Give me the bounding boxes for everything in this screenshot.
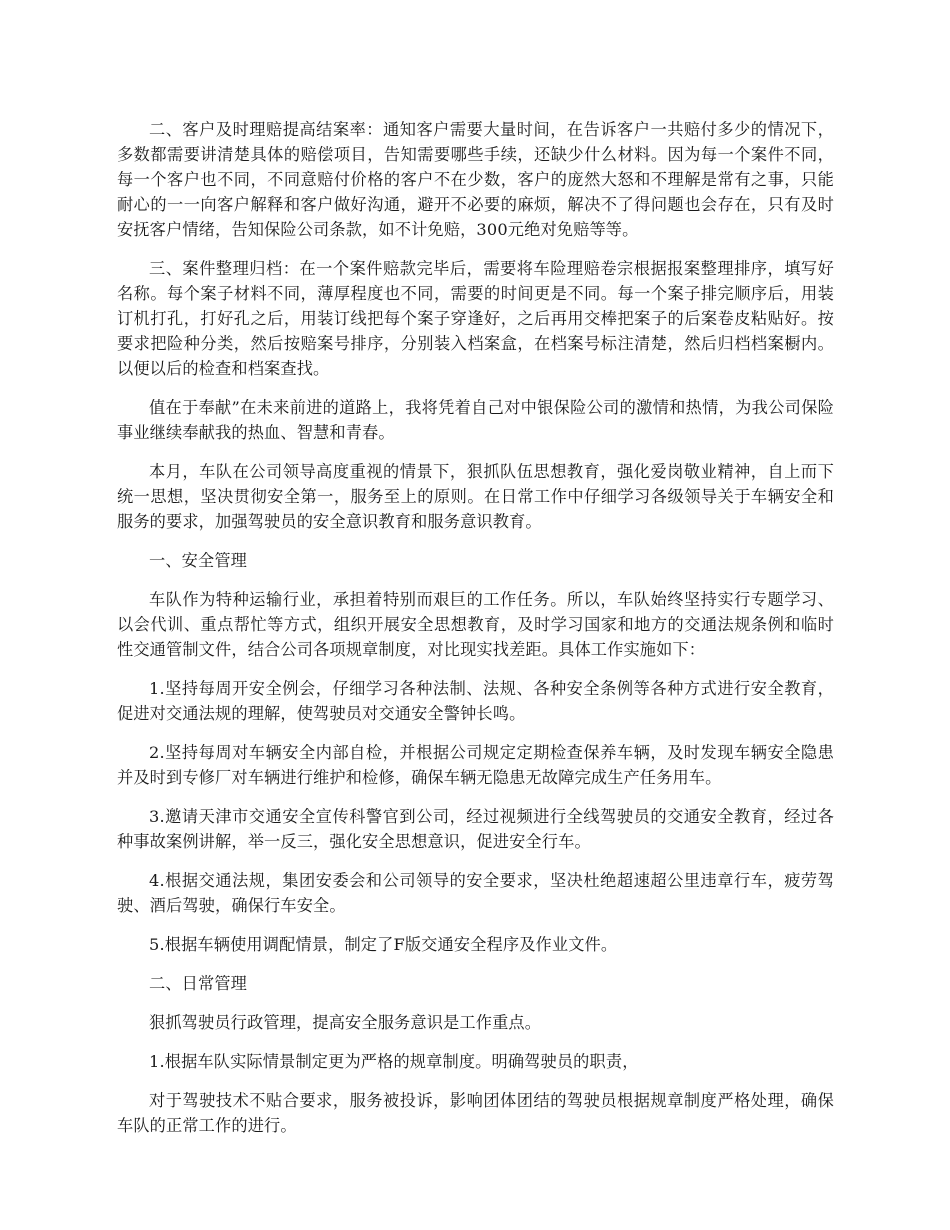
list-item-f-version-procedure: 5.根据车辆使用调配情景，制定了F版交通安全程序及作业文件。 (149, 935, 618, 954)
heading-safety-management: 一、安全管理 (149, 551, 248, 570)
paragraph-safety-education: 车队作为特种运输行业，承担着特别而艰巨的工作任务。所以，车队始终坚持实行专题学习、以会代训、重点帮忙等方式，组织开展安全思想教育，及时学习国家和地方的交通法规条例和临时性交通管制文件，结合公司各项规章制度，对比现实找差距。具体工作实施如下： (117, 590, 834, 659)
paragraph-admin-management: 狠抓驾驶员行政管理，提高安全服务意识是工作重点。 (149, 1013, 542, 1032)
paragraph-dedication: 值在于奉献”在未来前进的道路上，我将凭着自己对中银保险公司的激情和热情，为我公司保险事业继续奉献我的热血、智慧和青春。 (117, 398, 834, 442)
list-item-stricter-rules: 1.根据车队实际情景制定更为严格的规章制度。明确驾驶员的职责， (149, 1052, 639, 1071)
list-item-weekly-meeting: 1.坚持每周开安全例会，仔细学习各种法制、法规、各种安全条例等各种方式进行安全教育，促进对交通法规的理解，使驾驶员对交通安全警钟长鸣。 (117, 679, 834, 723)
paragraph-case-archiving: 三、案件整理归档：在一个案件赔款完毕后，需要将车险理赔卷宗根据报案整理排序，填写好名称。每个案子材料不同，薄厚程度也不同，需要的时间更是不同。每一个案子排完顺序后，用装订机打孔，打好孔之后，用装订线把每个案子穿逢好，之后再用交棒把案子的后案卷皮粘贴好。按要求把险种分类，然后按赔案号排序，分别装入档案盒，在档案号标注清楚，然后归档档案橱内。以便以后的检查和档案查找。 (117, 259, 834, 378)
list-item-traffic-rules: 4.根据交通法规，集团安委会和公司领导的安全要求，坚决杜绝超速超公里违章行车，疲劳驾驶、酒后驾驶，确保行车安全。 (117, 871, 834, 915)
paragraph-strict-handling: 对于驾驶技术不贴合要求，服务被投诉，影响团体团结的驾驶员根据规章制度严格处理，确保车队的正常工作的进行。 (117, 1091, 834, 1135)
list-item-police-training: 3.邀请天津市交通安全宣传科警官到公司，经过视频进行全线驾驶员的交通安全教育，经过各种事故案例讲解，举一反三，强化安全思想意识，促进安全行车。 (117, 807, 834, 851)
heading-daily-management: 二、日常管理 (149, 974, 248, 993)
paragraph-claims-settlement: 二、客户及时理赔提高结案率：通知客户需要大量时间，在告诉客户一共赔付多少的情况下，多数都需要讲清楚具体的赔偿项目，告知需要哪些手续，还缺少什么材料。因为每一个案件不同，每一个客户也不同，不同意赔付价格的客户不在少数，客户的庞然大怒和不理解是常有之事，只能耐心的一一向客户解释和客户做好沟通，避开不必要的麻烦，解决不了得问题也会存在，只有及时安抚客户情绪，告知保险公司条款，如不计免赔，300元绝对免赔等等。 (117, 120, 834, 239)
list-item-vehicle-inspection: 2.坚持每周对车辆安全内部自检，并根据公司规定定期检查保养车辆，及时发现车辆安全隐患并及时到专修厂对车辆进行维护和检修，确保车辆无隐患无故障完成生产任务用车。 (117, 743, 834, 787)
paragraph-fleet-overview: 本月，车队在公司领导高度重视的情景下，狠抓队伍思想教育，强化爱岗敬业精神，自上而下统一思想，坚决贯彻安全第一，服务至上的原则。在日常工作中仔细学习各级领导关于车辆安全和服务的要求，加强驾驶员的安全意识教育和服务意识教育。 (117, 462, 834, 531)
